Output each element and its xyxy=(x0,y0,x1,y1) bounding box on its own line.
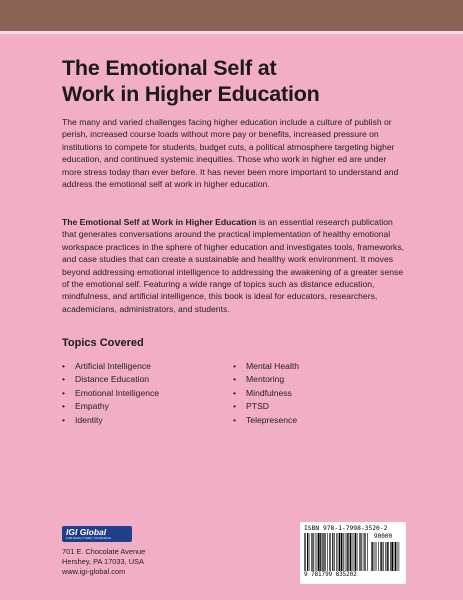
isbn-label: ISBN 978-1-7998-3520-2 xyxy=(304,525,388,532)
topic-label: Telepresence xyxy=(246,414,298,425)
barcode-area xyxy=(304,533,402,578)
barcode-panel xyxy=(300,522,406,584)
topic-label: Mentoring xyxy=(246,374,285,385)
topic-item xyxy=(233,373,299,386)
barcode-digits: 9 781799 835202 xyxy=(304,571,357,578)
bullet-icon: • xyxy=(233,374,237,385)
logo-tagline: PUBLISHER of TIMELY KNOWLEDGE xyxy=(66,537,111,540)
title-line-2: Work in Higher Education xyxy=(62,82,320,106)
topics-heading: Topics Covered xyxy=(62,337,144,349)
barcode-icon xyxy=(304,533,368,571)
topic-label: Artificial Intelligence xyxy=(75,361,151,371)
topic-item xyxy=(62,373,159,386)
topic-label: PTSD xyxy=(246,401,269,412)
bullet-icon: • xyxy=(233,361,237,371)
topic-label: Mental Health xyxy=(246,361,300,371)
book-title xyxy=(62,55,422,107)
topic-item xyxy=(233,414,299,427)
bullet-icon: • xyxy=(233,414,237,425)
bullet-icon: • xyxy=(233,387,237,398)
publisher-website: www.igi-global.com xyxy=(62,567,126,577)
description-body: is an essential research publication that generates conversations around the practical implementation of healthy emotional workspace practices in the sphere of higher education and investigates tools, frameworks, and case studies that can create a sustainable and healthy work environment. It moves beyond addressing emotional intelligence to addressing the awakening of a greater sense of the emotional self. Featuring a wide range of topics such as distance education, mindfulness, and artificial intelligence, this book is ideal for educators, researchers, academicians, administrators, and students. xyxy=(62,217,405,314)
topic-item xyxy=(62,360,159,373)
address-street: 701 E. Chocolate Avenue xyxy=(62,547,146,556)
topic-item xyxy=(233,387,299,400)
bullet-icon: • xyxy=(62,414,66,425)
bullet-icon: • xyxy=(233,401,237,412)
topic-item xyxy=(233,360,299,373)
bullet-icon: • xyxy=(62,401,66,412)
topic-label: Mindfulness xyxy=(246,387,292,398)
topic-label: Empathy xyxy=(75,401,109,412)
topic-item xyxy=(233,400,299,413)
topics-list-left xyxy=(62,360,159,427)
topic-label: Emotional Intelligence xyxy=(75,387,160,398)
description-paragraph-2 xyxy=(62,216,407,315)
topic-label: Identity xyxy=(75,414,103,425)
description-lead-title: The Emotional Self at Work in Higher Education xyxy=(62,217,257,227)
topics-list-right xyxy=(233,360,299,427)
description-paragraph-1: The many and varied challenges facing higher education include a culture of publish or perish, increased course loads without more pay or benefits, increased pressure on institutions to compete for students, budget cuts, a political atmosphere targeting higher education, and continued systemic inequities. Those who work in higher ed are under more stress today than ever before. It has never been more important to understand and address the emotional self at work in higher education. xyxy=(62,117,399,190)
publisher-logo xyxy=(62,526,132,542)
address-city: Hershey, PA 17033, USA xyxy=(62,557,144,567)
topic-item xyxy=(62,400,159,413)
bullet-icon: • xyxy=(62,374,66,385)
topic-label: Distance Education xyxy=(75,374,150,385)
topic-item xyxy=(62,414,159,427)
bullet-icon: • xyxy=(62,387,66,398)
price-code: 90000 xyxy=(374,533,393,540)
top-color-band xyxy=(0,0,463,34)
publisher-address xyxy=(62,547,145,578)
title-line-1: The Emotional Self at xyxy=(62,56,277,80)
logo-text: IGI Global xyxy=(66,527,107,537)
barcode-addon-icon xyxy=(371,542,401,571)
bullet-icon: • xyxy=(62,361,66,371)
topic-item xyxy=(62,387,159,400)
